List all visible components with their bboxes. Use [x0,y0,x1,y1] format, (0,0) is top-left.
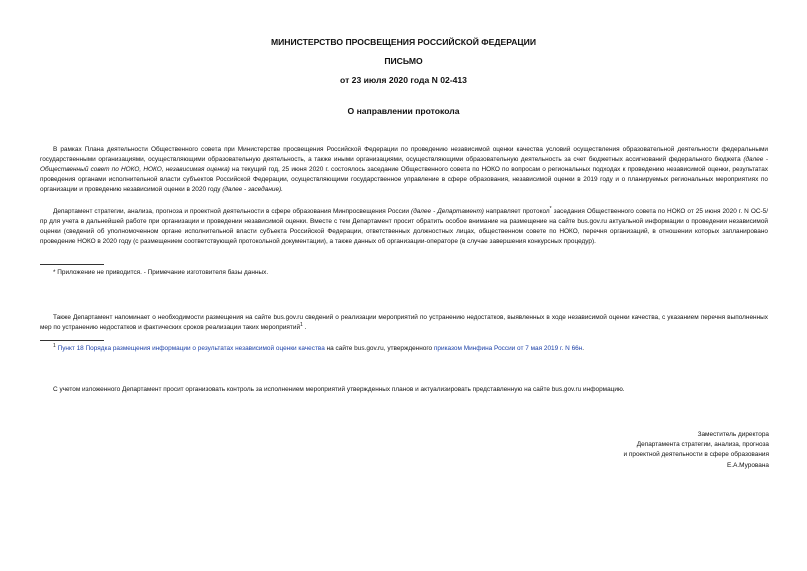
paragraph-2-text-a: Департамент стратегии, анализа, прогноза и проектной деятельности в сфере образования Минпросвещения России [53,208,412,215]
footnote-2-marker: 1 [53,342,56,349]
signature-block [509,430,769,471]
signature-name: Е.А.Мурована [727,461,769,469]
paragraph-3-text-b: . [302,324,307,332]
signature-department-1: Департамента стратегии, анализа, прогноза [636,441,769,449]
paragraph-1 [40,145,768,195]
paragraph-4: С учетом изложенного Департамент просит организовать контроль за исполнением мероприятий утвержденных планов и актуализировать представленную на сайте bus.gov.ru информацию. [53,386,625,393]
paragraph-1-text-a: В рамках Плана деятельности Общественного совета при Министерстве просвещения Российской Федерации по проведению независимой оценки качества условий осуществления образовательной деятельности федеральными государственными организациями, осуществляющими образовательную деятельность, а также иными организациями, осуществляющими образовательную деятельность за счет бюджетных ассигнований федерального бюджета [40,146,768,164]
footnote-divider-2 [40,340,104,341]
paragraph-1-note-d: (далее - заседание). [222,186,283,194]
paragraph-2-text-d: заседания Общественного совета по НОКО от 25 июня 2020 г. N ОС-5/пр для учета в дальнейшей работе при организации и проведении независимой оценки. Вместе с тем Департамент просит обратить особое внимание на размещение на сайте bus.gov.ru актуальной информации о проведении независимой оценки (сведений об уполномоченном органе исполнительной власти субъекта Российской Федерации, ответственных должностных лицах, общественном совете по НОКО, перечня организаций, в отношении которых запланировано проведение НОКО в 2020 году (с размещением соответствующей протокольной документации), а также данных об организации-операторе (в случае завершения конкурсных процедур). [40,208,769,246]
footnote-2-text: на сайте bus.gov.ru, утвержденного [324,345,434,352]
signature-position: Заместитель директора [697,431,769,438]
footnote-ref-1: 1 [300,321,303,328]
paragraph-1-text-c: на текущий год, 25 июня 2020 г. состоялось заседание Общественного совета по НОКО по вопросам о региональных подходах к проведению независимой оценки, результатах проведения органами исполнительной власти субъектов Российской Федерации, осуществляющими государственное управление в сфере образования, независимой оценки в 2019 году и о планируемых региональных мероприятиях по организации и проведению независимой оценки в 2020 году [40,166,769,194]
ministry-heading: МИНИСТЕРСТВО ПРОСВЕЩЕНИЯ РОССИЙСКОЙ ФЕДЕРАЦИИ [270,37,537,47]
paragraph-1-note-a: (далее - Общественный совет по НОКО, НОКО, независимая оценка) [40,156,768,174]
footnote-2 [40,344,768,354]
footnote-ref-asterisk: * [549,205,552,212]
footnote-1: * Приложение не приводится. - Примечание изготовителя базы данных. [53,269,269,276]
paragraph-2-note-b: (далее - Департамент) [411,208,484,215]
footnote-2-link-order[interactable]: Пункт 18 Порядка размещения информации о результатах независимой оценки качества [57,345,325,352]
footnote-2-link-minfin-order[interactable]: приказом Минфина России от 7 мая 2019 г. N 66н [433,345,583,352]
paragraph-3 [40,313,768,333]
signature-department-2: и проектной деятельности в сфере образования [623,451,769,459]
paragraph-2-text-c: направляет протокол [483,208,550,215]
paragraph-2 [40,207,768,247]
footnote-2-end: . [582,345,585,352]
footnote-divider-1 [40,264,104,265]
paragraph-3-text-a: Также Департамент напоминает о необходимости размещения на сайте bus.gov.ru сведений о реализации мероприятий по устранению недостатков, выявленных в ходе независимой оценки качества, с указанием перечня выполненных мер по устранению недостатков и фактических сроков реализации таких мероприятий [40,314,768,332]
document-date-number: от 23 июля 2020 года N 02-413 [340,75,467,85]
document-subject: О направлении протокола [347,106,460,116]
document-type: ПИСЬМО [384,56,423,66]
